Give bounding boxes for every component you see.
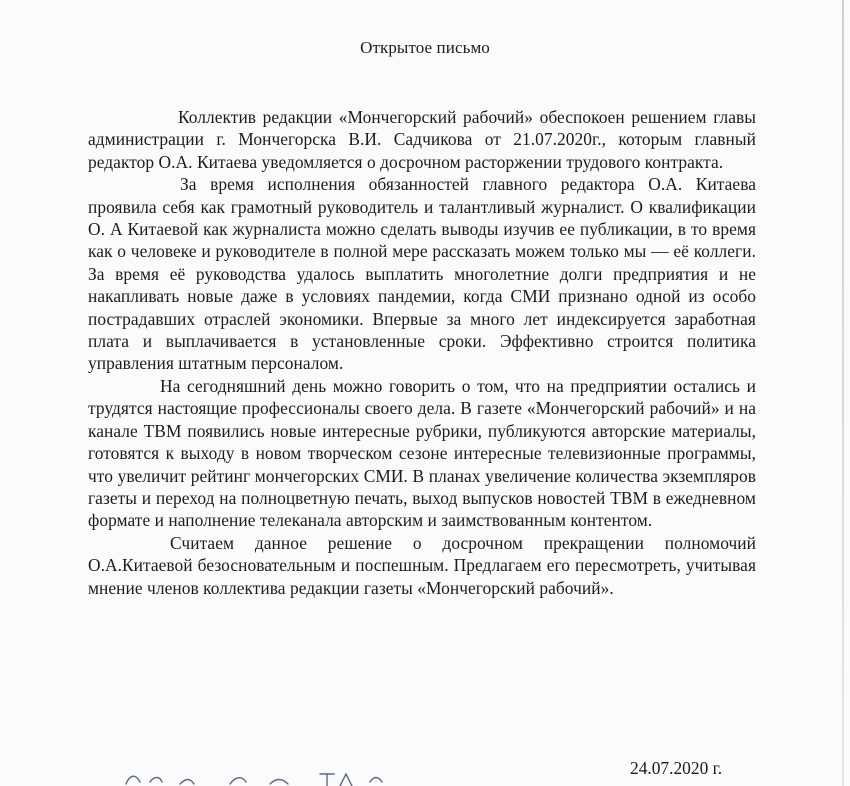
handwritten-signature	[120, 770, 420, 786]
letter-date: 24.07.2020 г.	[630, 758, 723, 778]
paragraph-4: Считаем данное решение о досрочном прекращении полномочий О.А.Китаевой безосновательным и поспешным. Предлагаем его пересмотреть, учитывая мнение членов коллектива редакции газеты «Мончегорский рабочий».	[88, 532, 756, 598]
scan-edge-shadow	[842, 0, 844, 786]
paragraph-2: За время исполнения обязанностей главного редактора О.А. Китаева проявила себя как грамотный руководитель и талантливый журналист. О квалификации О. А Китаевой как журналиста можно сделать выводы изучив ее публикации, в то время как о человеке и руководителе в полной мере рассказать можем только мы — её коллеги. За время её руководства удалось выплатить многолетние долги предприятия и не накапливать новые даже в условиях пандемии, когда СМИ признано одной из особо пострадавших отраслей экономики. Впервые за много лет индексируется заработная плата и выплачивается в установленные сроки. Эффективно строится политика управления штатным персоналом.	[88, 174, 756, 374]
letter-body	[88, 106, 756, 599]
letter-title: Открытое письмо	[360, 38, 490, 57]
paragraph-1: Коллектив редакции «Мончегорский рабочий» обеспокоен решением главы администрации г. Мончегорска В.И. Садчикова от 21.07.2020г., которым главный редактор О.А. Китаева уведомляется о досрочном расторжении трудового контракта.	[88, 107, 756, 172]
paragraph-3: На сегодняшний день можно говорить о том, что на предприятии остались и трудятся настоящие профессионалы своего дела. В газете «Мончегорский рабочий» и на канале ТВМ появились новые интересные рубрики, публикуются авторские материалы, готовятся к выходу в новом творческом сезоне интересные телевизионные программы, что увеличит рейтинг мончегорских СМИ. В планах увеличение количества экземпляров газеты и переход на полноцветную печать, выход выпусков новостей ТВМ в ежедневном формате и наполнение телеканала авторским и заимствованным контентом.	[88, 375, 756, 531]
